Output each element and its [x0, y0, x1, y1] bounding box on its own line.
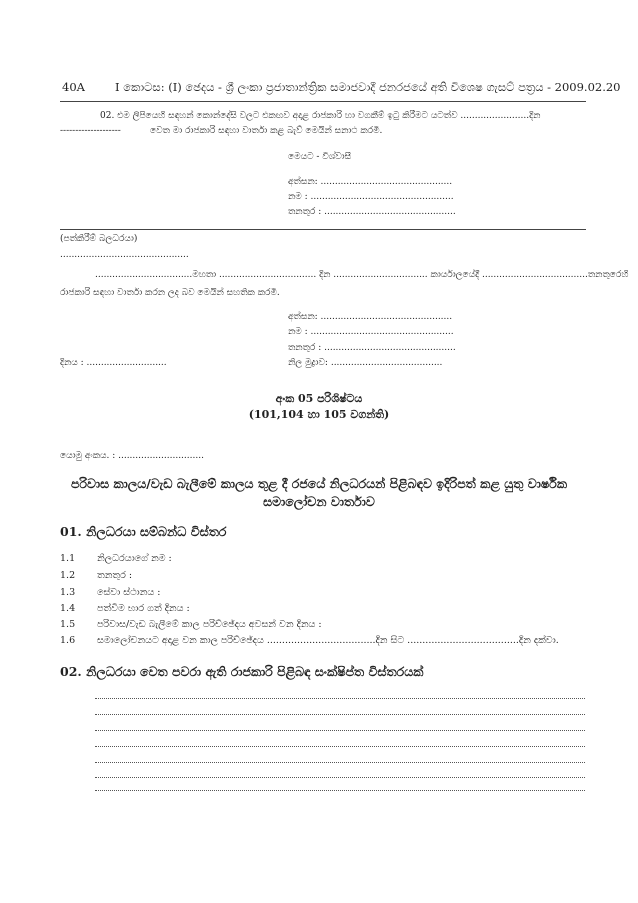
cert-date-field: දිනය : ............................ — [60, 358, 167, 368]
signature-field: අත්සන: .............................................. — [288, 177, 453, 187]
probation-end-field: පරිවාස/වැඩ බැලීමේ කාල පරිච්ඡේදය අවසන් වන දිනය : — [97, 619, 322, 630]
cert-seal-field: නිල මුද්‍රාව: ....................................... — [288, 358, 443, 368]
annex-title: අංක 05 පරිශිෂ්ටය — [275, 392, 363, 405]
designation-field: තනතුර : .............................................. — [288, 207, 456, 217]
service-station-field: සේවා ස්ථානය : — [97, 587, 161, 598]
report-title-line-1: පරිවාස කාලය/වැඩ බැලීමේ කාලය තුළ දී රජයේ නිලධරයන් පිළිබඳව ඉදිරිපත් කළ යුතු වාර්ෂික — [71, 476, 567, 491]
writing-line — [95, 762, 585, 763]
certification-line-1: ..................................මහතා .................................. දින ................................. කාර්යාලයේදී .....................................තනතුරෙහි — [95, 270, 629, 280]
officer-name-field: නිලධරයාගේ නම : — [97, 553, 172, 564]
item-number: 1.3 — [60, 587, 76, 598]
appointing-authority-dots: ............................................. — [60, 250, 189, 260]
item-number: 1.5 — [60, 619, 76, 630]
cert-designation-field: තනතුර : .............................................. — [288, 343, 456, 353]
confirmation-line-1: 02. එම ලිපියෙහි සඳහන් කොන්දේසි වලට එකඟව අදාළ රාජකාරි හා වගකීම් ඉටු කිරීමට යටත්ව ........................දින — [100, 111, 541, 121]
report-title-line-2: සමාලෝචන වාර්තාව — [263, 494, 375, 509]
gazette-header: I කොටස: (I) ඡෙදය - ශ්‍රී ලංකා ප්‍රජාතාන්ත්‍රික සමාජවාදී ජනරජයේ අති විශෙෂ ගැසට් පත්‍රය - 2009.02.20 — [115, 80, 621, 94]
writing-line — [95, 777, 585, 778]
reference-number: යොමු අංකය. : .............................. — [60, 451, 204, 461]
name-field: නම : .................................................. — [288, 192, 454, 202]
confirmation-line-2-lead: -------------------- — [60, 126, 121, 136]
writing-line — [95, 714, 585, 715]
page-number: 40A — [62, 80, 85, 94]
certification-line-2: රාජකාරි සඳහා වාර්තා කරන ලද බව මෙයින් සහතික කරමි. — [60, 288, 280, 298]
annex-subtitle: (101,104 හා 105 වගන්ති) — [248, 408, 390, 421]
section-2-heading: 02. නිලධරයා වෙත පවරා ඇති රාජකාරි පිළිබඳ සංක්ෂිප්ත විස්තරයක් — [60, 664, 424, 679]
section-rule — [60, 229, 586, 230]
review-period-field: සමාලෝචනයට අදාළ වන කාල පරිච්ඡේදය ....................................දින සිට .....................................දින දක්වා. — [97, 635, 559, 646]
item-number: 1.6 — [60, 635, 76, 646]
writing-line — [95, 698, 585, 699]
item-number: 1.1 — [60, 553, 76, 564]
item-number: 1.2 — [60, 570, 76, 581]
confirmation-line-2: වෙත මා රාජකාරි සඳහා වාර්තා කළ බැව් මෙයින් සනාථ කරමි. — [150, 126, 383, 136]
recipient-line: මෙයට - විශ්වාසී — [288, 152, 352, 162]
writing-line — [95, 746, 585, 747]
appointment-date-field: පත්වීම භාර ගත් දිනය : — [97, 603, 190, 614]
appointing-authority-label: (පත්කිරීම් බලධරයා) — [60, 234, 138, 244]
header-rule — [60, 101, 586, 102]
cert-signature-field: අත්සන: .............................................. — [288, 312, 453, 322]
cert-name-field: නම : .................................................. — [288, 327, 454, 337]
writing-line — [95, 790, 585, 791]
writing-line — [95, 730, 585, 731]
officer-designation-field: තනතුර : — [97, 570, 133, 581]
item-number: 1.4 — [60, 603, 76, 614]
section-1-heading: 01. නිලධරයා සම්බන්ධ විස්තර — [60, 524, 227, 539]
